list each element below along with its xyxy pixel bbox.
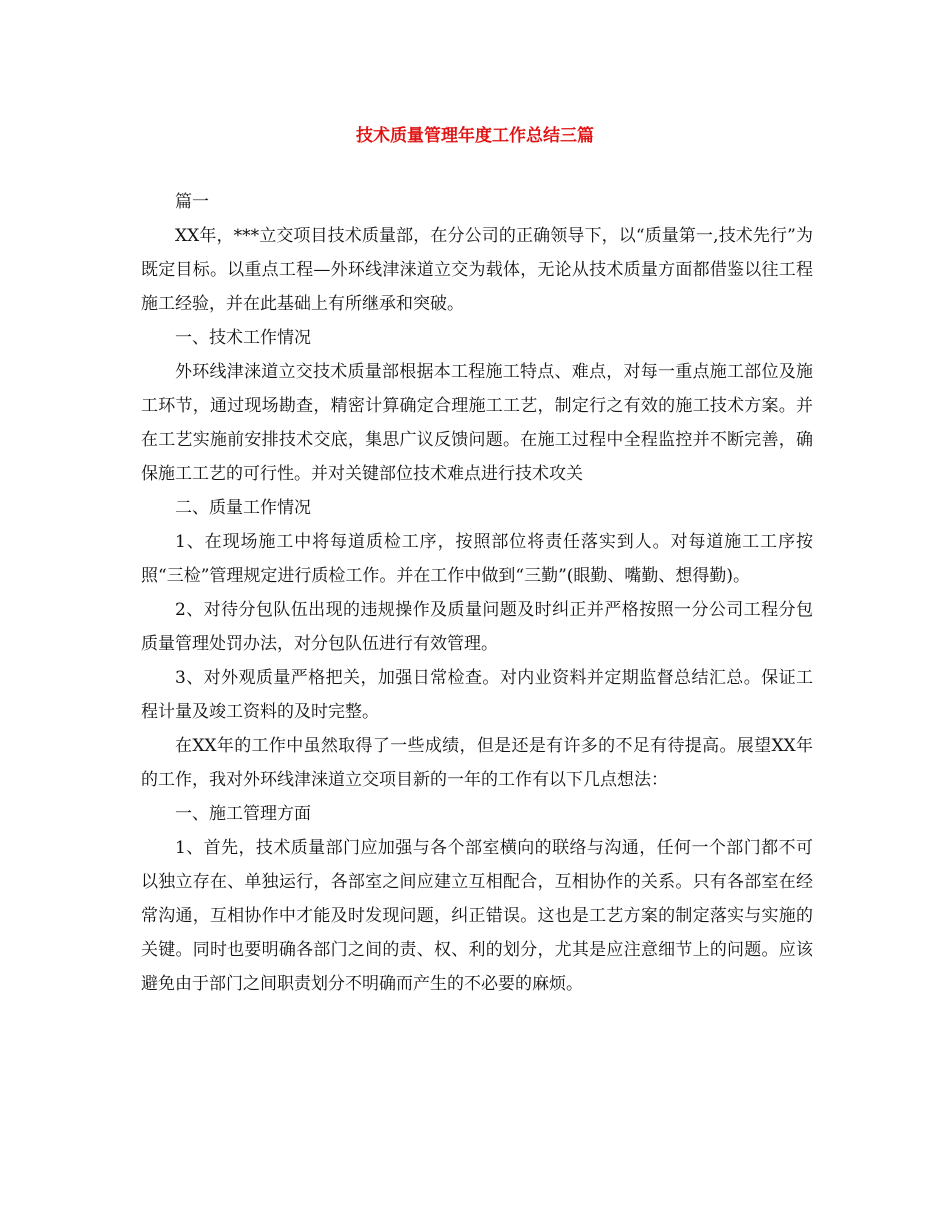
paragraph-outlook: 在XX年的工作中虽然取得了一些成绩，但是还是有许多的不足有待提高。展望XX年的工作，我对外环线津涞道立交项目新的一年的工作有以下几点想法： (141, 736, 813, 790)
section-heading-technical-work: 一、技术工作情况 (175, 328, 311, 348)
section-heading-quality-work: 二、质量工作情况 (175, 498, 311, 518)
paragraph-quality-item-1: 1、在现场施工中将每道质检工序，按照部位将责任落实到人。对每道施工工序按照“三检”管理规定进行质检工作。并在工作中做到“三勤”(眼勤、嘴勤、想得勤)。 (141, 532, 813, 586)
section-heading-construction-management: 一、施工管理方面 (175, 804, 311, 824)
paragraph-management-item-1: 1、首先，技术质量部门应加强与各个部室横向的联络与沟通，任何一个部门都不可以独立存在、单独运行，各部室之间应建立互相配合，互相协作的关系。只有各部室在经常沟通，互相协作中才能及时发现问题，纠正错误。这也是工艺方案的制定落实与实施的关键。同时也要明确各部门之间的责、权、利的划分，尤其是应注意细节上的问题。应该避免由于部门之间职责划分不明确而产生的不必要的麻烦。 (141, 838, 813, 994)
paragraph-quality-item-3: 3、对外观质量严格把关，加强日常检查。对内业资料并定期监督总结汇总。保证工程计量及竣工资料的及时完整。 (141, 668, 813, 722)
paragraph-heading-part-one: 篇一 (175, 192, 209, 212)
paragraph-intro: XX年，***立交项目技术质量部，在分公司的正确领导下，以“质量第一,技术先行”为既定目标。以重点工程—外环线津涞道立交为载体，无论从技术质量方面都借鉴以往工程施工经验，并在此基础上有所继承和突破。 (141, 226, 813, 314)
paragraph-quality-item-2: 2、对待分包队伍出现的违规操作及质量问题及时纠正并严格按照一分公司工程分包质量管理处罚办法，对分包队伍进行有效管理。 (141, 600, 813, 654)
document-title: 技术质量管理年度工作总结三篇 (356, 126, 594, 146)
paragraph-technical-work: 外环线津涞道立交技术质量部根据本工程施工特点、难点，对每一重点施工部位及施工环节，通过现场勘查，精密计算确定合理施工工艺，制定行之有效的施工技术方案。并在工艺实施前安排技术交底，集思广议反馈问题。在施工过程中全程监控并不断完善，确保施工工艺的可行性。并对关键部位技术难点进行技术攻关 (141, 362, 813, 484)
document-body (141, 185, 813, 1001)
